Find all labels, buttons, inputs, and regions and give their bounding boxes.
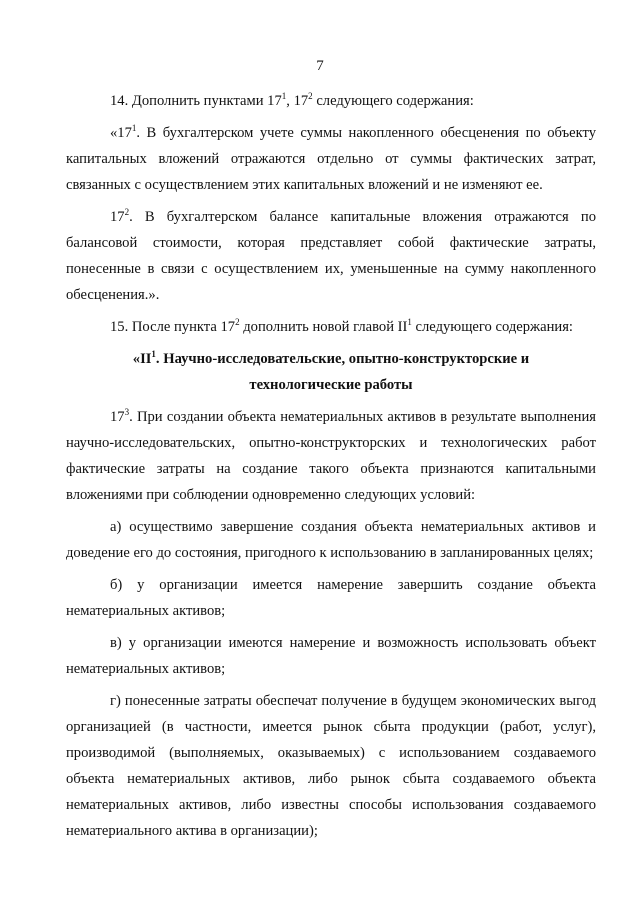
text-run: б) у организации имеется намерение завершить создание объекта нематериальных активов; bbox=[66, 577, 596, 619]
text-run: 17 bbox=[110, 209, 125, 225]
heading-line-1 bbox=[133, 351, 529, 367]
text-run: 15. После пункта 17 bbox=[110, 319, 236, 335]
paragraph-item-a bbox=[66, 514, 596, 566]
text-run: следующего содержания: bbox=[411, 319, 573, 335]
superscript: 2 bbox=[235, 317, 240, 327]
document-body bbox=[66, 88, 596, 844]
heading-line-2: технологические работы bbox=[249, 377, 413, 393]
paragraph-item-17-3 bbox=[66, 404, 596, 508]
page-number: 7 bbox=[316, 58, 324, 74]
text-run: г) понесенные затраты обеспечат получение в будущем экономических выгод организацией (в частности, имеется рынок сбыта продукции (работ, услуг), производимой (выполняемых, оказываемых) с использованием создаваемого объекта нематериальных активов, либо рынок сбыта создаваемого объекта нематериальных активов, либо известны способы использования создаваемого нематериального актива в организации); bbox=[66, 693, 596, 839]
text-run: следующего содержания: bbox=[312, 93, 474, 109]
text-run: . В бухгалтерском учете суммы накопленного обесценения по объекту капитальных вложений отражаются отдельно от суммы фактических затрат, связанных с осуществлением этих капитальных вложений и не изменяют ее. bbox=[66, 125, 596, 193]
paragraph-item-g bbox=[66, 688, 596, 844]
paragraph-item-v bbox=[66, 630, 596, 682]
text-run: . В бухгалтерском балансе капитальные вложения отражаются по балансовой стоимости, которая представляет собой фактические затраты, понесенные в связи с осуществлением их, уменьшенные на сумму накопленного обесценения.». bbox=[66, 209, 596, 303]
superscript: 2 bbox=[124, 207, 130, 217]
paragraph-item-17-2 bbox=[66, 204, 596, 308]
text-run: в) у организации имеются намерение и возможность использовать объект нематериальных активов; bbox=[66, 635, 596, 677]
text-run: . При создании объекта нематериальных активов в результате выполнения научно-исследовательских, опытно-конструкторских и технологических работ фактические затраты на создание такого объекта признаются капитальными вложениями при соблюдении одновременно следующих условий: bbox=[66, 409, 596, 503]
text-run: 14. Дополнить пунктами 17 bbox=[110, 93, 282, 109]
superscript: 2 bbox=[308, 91, 313, 101]
superscript: 1 bbox=[281, 91, 287, 101]
text-run: 17 bbox=[110, 409, 125, 425]
paragraph-item-17-1 bbox=[66, 120, 596, 198]
paragraph-item-b bbox=[66, 572, 596, 624]
text-run: а) осуществимо завершение создания объекта нематериальных активов и доведение его до состояния, пригодного к использованию в запланированных целях; bbox=[66, 519, 596, 561]
heading-text: «II bbox=[132, 351, 152, 367]
paragraph-item-14 bbox=[66, 88, 596, 114]
chapter-heading bbox=[66, 346, 596, 398]
text-run: «17 bbox=[110, 125, 132, 141]
text-run: дополнить новой главой II bbox=[239, 319, 408, 335]
superscript: 3 bbox=[124, 407, 130, 417]
paragraph-item-15 bbox=[66, 314, 596, 340]
heading-text: . Научно-исследовательские, опытно-конструкторские и bbox=[155, 351, 530, 367]
superscript: 1 bbox=[131, 123, 137, 133]
superscript: 1 bbox=[407, 317, 412, 327]
superscript: 1 bbox=[151, 349, 156, 359]
text-run: , 17 bbox=[286, 93, 309, 109]
